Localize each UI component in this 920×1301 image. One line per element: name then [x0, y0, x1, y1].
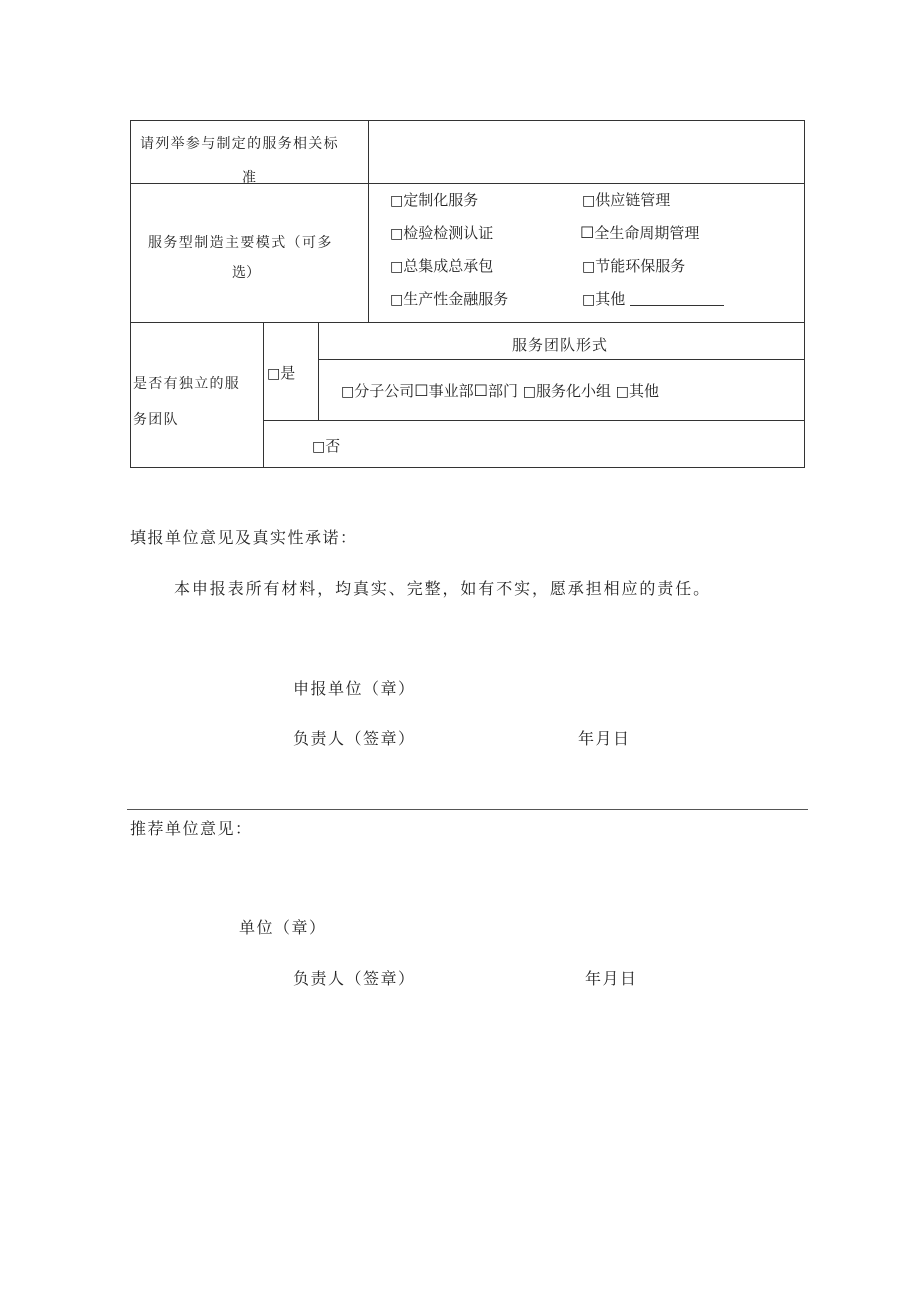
checkbox-icon[interactable]: □: [582, 259, 596, 275]
mode-option-lifecycle[interactable]: ☐全生命周期管理: [580, 223, 700, 242]
row-divider: [130, 322, 805, 323]
recommendation-unit-seal: 单位（章）: [239, 918, 327, 937]
row-divider: [130, 183, 805, 184]
declaration-unit-seal: 申报单位（章）: [293, 679, 416, 698]
team-form-option-service-group[interactable]: □服务化小组: [522, 382, 611, 400]
recommendation-person-sign: 负责人（签章）: [293, 969, 416, 988]
col-divider: [263, 322, 264, 468]
col-divider: [368, 120, 369, 322]
team-form-option-department[interactable]: ☐部门: [473, 381, 518, 400]
checkbox-icon[interactable]: □: [390, 193, 404, 209]
col-divider: [318, 322, 319, 420]
checkbox-icon[interactable]: □: [390, 226, 404, 242]
checkbox-icon[interactable]: □: [582, 292, 596, 308]
checkbox-icon[interactable]: □: [390, 259, 404, 275]
mode-option-finance[interactable]: □生产性金融服务: [390, 290, 509, 308]
modes-label-line1: 服务型制造主要模式（可多: [148, 235, 333, 251]
mode-option-energy[interactable]: □节能环保服务: [582, 257, 686, 275]
team-label-line2: 务团队: [133, 412, 179, 428]
team-form-option-subsidiary[interactable]: □分子公司: [341, 382, 415, 400]
team-form-header: 服务团队形式: [512, 336, 609, 354]
recommendation-date: 年月日: [585, 969, 638, 988]
checkbox-icon[interactable]: □: [341, 384, 355, 400]
declaration-statement: 本申报表所有材料，均真实、完整，如有不实，愿承担相应的责任。: [174, 579, 712, 598]
team-form-options: [341, 380, 659, 401]
section-divider: [127, 809, 808, 810]
checkbox-icon[interactable]: □: [267, 366, 281, 382]
declaration-person-sign: 负责人（签章）: [293, 729, 416, 748]
team-form-option-other[interactable]: □其他: [615, 382, 660, 400]
checkbox-icon[interactable]: ☐: [580, 223, 595, 242]
recommendation-heading: 推荐单位意见：: [130, 819, 253, 838]
mode-option-other[interactable]: □其他: [582, 288, 724, 309]
team-form-option-division[interactable]: ☐事业部: [414, 381, 474, 400]
other-input-line[interactable]: [630, 293, 724, 306]
checkbox-icon[interactable]: □: [312, 439, 326, 455]
checkbox-icon[interactable]: □: [390, 292, 404, 308]
checkbox-icon[interactable]: □: [522, 384, 536, 400]
declaration-date: 年月日: [578, 729, 631, 748]
checkbox-icon[interactable]: □: [615, 384, 630, 400]
mode-option-customization[interactable]: □定制化服务: [390, 191, 479, 209]
declaration-heading: 填报单位意见及真实性承诺：: [130, 528, 358, 547]
modes-label-line2: 选）: [232, 265, 260, 281]
standards-label-line2: 准: [242, 170, 256, 186]
row-divider: [263, 420, 805, 421]
checkbox-icon[interactable]: ☐: [414, 381, 429, 400]
mode-option-integration[interactable]: □总集成总承包: [390, 257, 494, 275]
standards-label-line1: 请列举参与制定的服务相关标: [140, 136, 339, 152]
team-no-option[interactable]: □否: [312, 437, 341, 455]
checkbox-icon[interactable]: □: [582, 193, 596, 209]
team-yes-option[interactable]: □是: [267, 364, 296, 382]
checkbox-icon[interactable]: ☐: [473, 381, 488, 400]
standards-input[interactable]: [380, 140, 790, 170]
team-label-line1: 是否有独立的服: [133, 376, 241, 392]
mode-option-inspection[interactable]: □检验检测认证: [390, 224, 494, 242]
mode-option-supply-chain[interactable]: □供应链管理: [582, 191, 671, 209]
row-divider: [318, 359, 805, 360]
